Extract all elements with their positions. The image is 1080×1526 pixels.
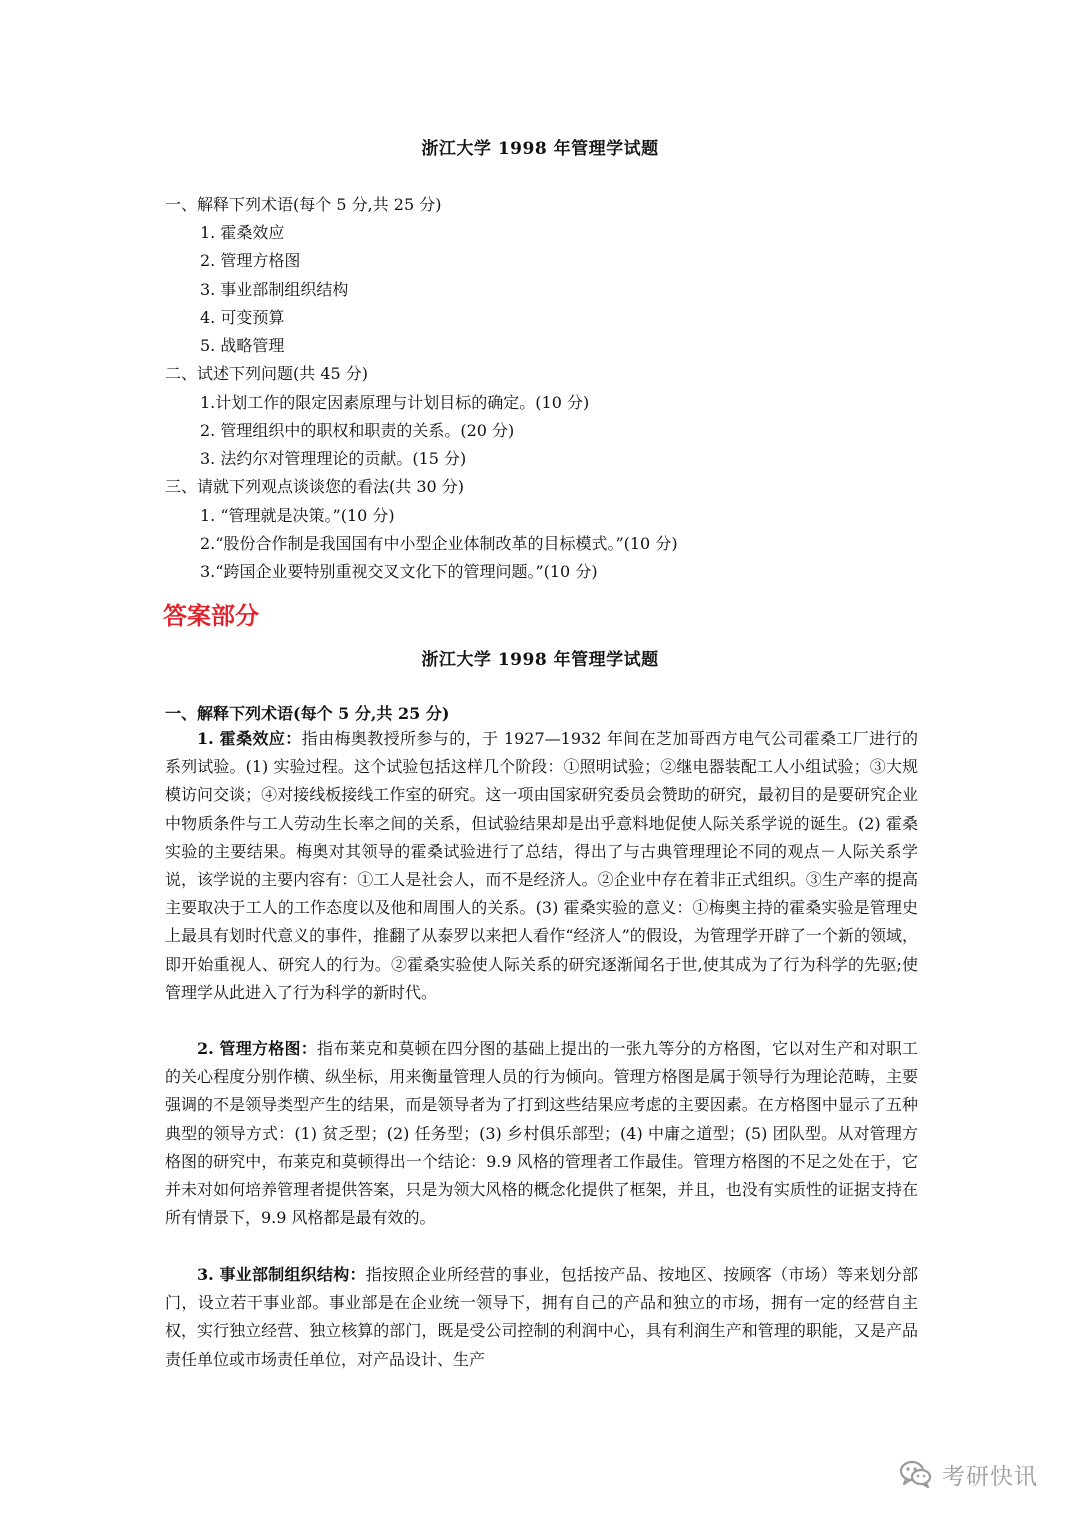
answer-paragraph-3 [165,1261,918,1374]
section2-heading: 二、试述下列问题(共 45 分) [165,364,369,383]
section3-heading: 三、请就下列观点谈谈您的看法(共 30 分) [165,477,465,496]
answer-term-1: 1. 霍桑效应： [197,729,302,748]
answer-term-3: 3. 事业部制组织结构： [197,1265,366,1284]
wechat-icon [898,1456,934,1492]
section1-heading: 一、解释下列术语(每个 5 分,共 25 分) [165,195,442,214]
section1-item-1: 1. 霍桑效应 [200,223,285,242]
answer-text-3: 指按照企业所经营的事业，包括按产品、按地区、按顾客（市场）等来划分部门，设立若干事业部。事业部是在企业统一领导下，拥有自己的产品和独立的市场，拥有一定的经营自主权，实行独立经营、独立核算的部门，既是受公司控制的利润中心，具有利润生产和管理的职能，又是产品责任单位或市场责任单位，对产品设计、生产 [165,1265,918,1369]
section1-item-3: 3. 事业部制组织结构 [200,280,349,299]
watermark [898,1450,1058,1498]
section1-item-4: 4. 可变预算 [200,308,285,327]
answer-title: 浙江大学 1998 年管理学试题 [421,650,659,670]
answer-term-2: 2. 管理方格图： [197,1039,318,1058]
section3-item-3: 3.“跨国企业要特别重视交叉文化下的管理问题。”(10 分) [200,562,598,581]
answer-text-2: 指布莱克和莫顿在四分图的基础上提出的一张九等分的方格图，它以对生产和对职工的关心程度分别作横、纵坐标，用来衡量管理人员的行为倾向。管理方格图是属于领导行为理论范畴，主要强调的不是领导类型产生的结果，而是领导者为了打到这些结果应考虑的主要因素。在方格图中显示了五种典型的领导方式：(1) 贫乏型；(2) 任务型；(3) 乡村俱乐部型；(4) 中庸之道型；(5) 团队型。从对管理方格图的研究中，布莱克和莫顿得出一个结论：9.9 风格的管理者工作最佳。管理方格图的不足之处在于，它并未对如何培养管理者提供答案，只是为领大风格的概念化提供了框架，并且，也没有实质性的证据支持在所有情景下，9.9 风格都是最有效的。 [165,1039,918,1228]
section3-item-2: 2.“股份合作制是我国国有中小型企业体制改革的目标模式。”(10 分) [200,534,678,553]
section1-item-5: 5. 战略管理 [200,336,285,355]
answer-paragraph-2 [165,1035,918,1232]
watermark-text: 考研快讯 [942,1463,1038,1490]
answer-section1-heading: 一、解释下列术语(每个 5 分,共 25 分) [165,704,450,723]
section2-item-3: 3. 法约尔对管理理论的贡献。(15 分) [200,449,467,468]
section2-item-2: 2. 管理组织中的职权和职责的关系。(20 分) [200,421,515,440]
answer-paragraph-1 [165,725,918,1007]
answer-section-header: 答案部分 [163,602,259,630]
answer-text-1: 指由梅奥教授所参与的，于 1927—1932 年间在芝加哥西方电气公司霍桑工厂进行的系列试验。(1) 实验过程。这个试验包括这样几个阶段：①照明试验；②继电器装配工人小组试验；③大规模访问交谈；④对接线板接线工作室的研究。这一项由国家研究委员会赞助的研究，最初目的是要研究企业中物质条件与工人劳动生长率之间的关系，但试验结果却是出乎意料地促使人际关系学说的诞生。(2) 霍桑实验的主要结果。梅奥对其领导的霍桑试验进行了总结，得出了与古典管理理论不同的观点－人际关系学说，该学说的主要内容有：①工人是社会人，而不是经济人。②企业中存在着非正式组织。③生产率的提高主要取决于工人的工作态度以及他和周围人的关系。(3) 霍桑实验的意义：①梅奥主持的霍桑实验是管理史上最具有划时代意义的事件，推翻了从泰罗以来把人看作“经济人”的假设，为管理学开辟了一个新的领域，即开始重视人、研究人的行为。②霍桑实验使人际关系的研究逐渐闻名于世,使其成为了行为科学的先驱;使管理学从此进入了行为科学的新时代。 [165,729,918,1002]
section1-item-2: 2. 管理方格图 [200,251,301,270]
exam-title: 浙江大学 1998 年管理学试题 [421,139,659,159]
section3-item-1: 1. “管理就是决策。”(10 分) [200,506,395,525]
section2-item-1: 1.计划工作的限定因素原理与计划目标的确定。(10 分) [200,393,590,412]
